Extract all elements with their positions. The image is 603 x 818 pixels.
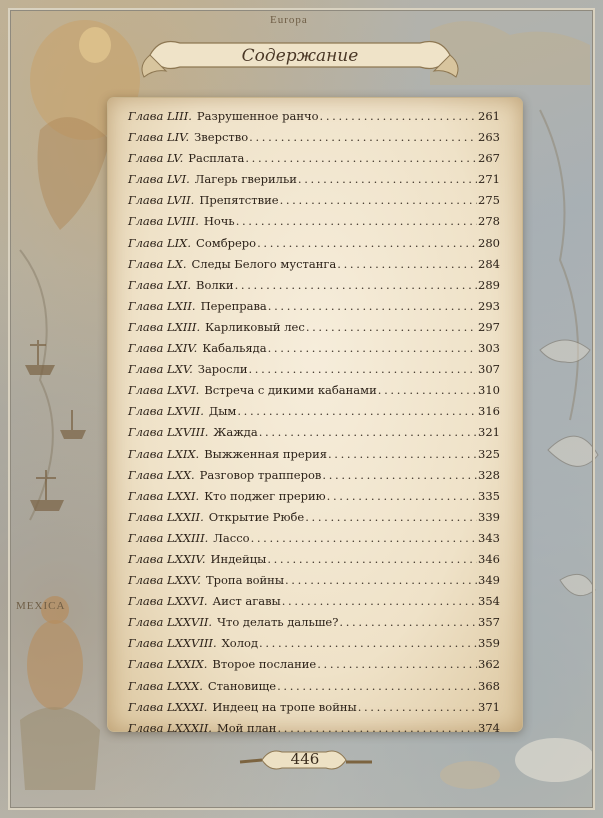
chapter-title: Кто поджег прерию [204,488,326,503]
dot-leader [280,193,477,207]
toc-entry [128,404,500,425]
toc-entry [128,278,500,299]
dot-leader [282,594,477,608]
dot-leader [317,657,477,671]
toc-entry [128,109,500,130]
chapter-number: Глава LXXVIII. [128,636,217,651]
chapter-number: Глава LIV. [128,130,190,145]
chapter-number: Глава LXXXI. [128,699,208,714]
chapter-page-number: 275 [478,193,500,208]
dot-leader [277,679,477,693]
chapter-title: Лагерь гверильи [194,172,297,187]
dot-leader [259,636,477,650]
chapter-title: Встреча с дикими кабанами [204,383,377,398]
dot-leader [320,109,478,123]
toc-entry [128,636,500,657]
page-title: Содержание [241,46,359,66]
chapter-page-number: 293 [478,298,500,313]
chapter-page-number: 359 [478,636,500,651]
chapter-number: Глава LX. [128,256,187,271]
chapter-page-number: 278 [478,214,500,229]
chapter-title: Кабальяда [202,341,267,356]
chapter-page-number: 374 [478,720,500,735]
chapter-page-number: 335 [478,488,500,503]
toc-entry [128,510,500,531]
chapter-number: Глава LXXVII. [128,615,213,630]
chapter-number: Глава LVIII. [128,214,199,229]
chapter-title: Разговор трапперов [199,467,322,482]
chapter-number: Глава LXXX. [128,678,203,693]
chapter-number: Глава LXXXII. [128,720,212,735]
dot-leader [245,151,477,165]
chapter-title: Индеец на тропе войны [212,699,357,714]
chapter-title: Аист агавы [212,594,281,609]
chapter-number: Глава LXXIV. [128,551,206,566]
chapter-number: Глава LXI. [128,277,192,292]
chapter-number: Глава LXXIX. [128,657,208,672]
table-of-contents [128,109,500,742]
chapter-number: Глава LIX. [128,235,192,250]
chapter-page-number: 267 [478,151,500,166]
chapter-number: Глава LXXVI. [128,594,208,609]
dot-leader [327,489,477,503]
toc-entry [128,552,500,573]
chapter-title: Тропа войны [205,573,284,588]
dot-leader [277,721,477,735]
map-label-europa: Europa [270,14,308,26]
chapter-title: Сомбреро [196,235,257,250]
chapter-page-number: 271 [478,172,500,187]
chapter-page-number: 328 [478,467,500,482]
chapter-number: Глава LXIV. [128,341,198,356]
toc-entry [128,447,500,468]
toc-entry [128,573,500,594]
dot-leader [236,214,477,228]
chapter-page-number: 362 [478,657,500,672]
chapter-title: Выжженная прерия [204,446,327,461]
page-number: 446 [290,750,320,768]
toc-entry [128,700,500,721]
chapter-number: Глава LXVII. [128,404,204,419]
toc-entry [128,531,500,552]
chapter-title: Разрушенное ранчо [196,109,319,123]
chapter-page-number: 325 [478,446,500,461]
toc-entry [128,257,500,278]
chapter-page-number: 349 [478,573,500,588]
dot-leader [257,236,477,250]
chapter-title: Карликовый лес [205,319,305,334]
chapter-page-number: 307 [478,362,500,377]
chapter-page-number: 284 [478,256,500,271]
page-number-scroll [255,748,355,774]
chapter-page-number: 368 [478,678,500,693]
chapter-title: Лассо [213,530,250,545]
chapter-page-number: 321 [478,425,500,440]
chapter-title: Заросли [197,362,248,377]
chapter-page-number: 354 [478,594,500,609]
toc-entry [128,130,500,151]
chapter-title: Следы Белого мустанга [191,256,337,271]
chapter-number: Глава LXVIII. [128,425,209,440]
chapter-title: Переправа [200,298,267,313]
toc-entry [128,151,500,172]
toc-entry [128,341,500,362]
chapter-page-number: 339 [478,509,500,524]
toc-entry [128,721,500,742]
chapter-page-number: 280 [478,235,500,250]
dot-leader [285,573,477,587]
dot-leader [249,362,478,376]
dot-leader [267,552,477,566]
dot-leader [298,172,477,186]
chapter-title: Зверство [194,130,249,145]
chapter-page-number: 261 [478,109,500,123]
toc-entry [128,679,500,700]
chapter-number: Глава LXVI. [128,383,200,398]
chapter-page-number: 310 [478,383,500,398]
chapter-page-number: 371 [478,699,500,714]
dot-leader [237,404,477,418]
toc-entry [128,615,500,636]
chapter-number: Глава LXIII. [128,319,201,334]
chapter-page-number: 346 [478,551,500,566]
chapter-title: Второе послание [212,657,317,672]
chapter-title: Дым [208,404,237,419]
dot-leader [358,700,477,714]
chapter-number: Глава LVI. [128,172,190,187]
chapter-number: Глава LXV. [128,362,193,377]
dot-leader [268,341,477,355]
toc-entry [128,320,500,341]
toc-entry [128,489,500,510]
chapter-title: Становище [207,678,277,693]
dot-leader [251,531,477,545]
chapter-page-number: 263 [478,130,500,145]
toc-entry [128,383,500,404]
dot-leader [378,383,477,397]
chapter-number: Глава LXII. [128,298,196,313]
chapter-number: Глава LXXIII. [128,530,209,545]
toc-entry [128,657,500,678]
chapter-page-number: 357 [478,615,500,630]
dot-leader [305,510,477,524]
dot-leader [235,278,477,292]
chapter-page-number: 297 [478,319,500,334]
title-banner [150,38,450,78]
chapter-title: Расплата [188,151,245,166]
chapter-number: Глава LIII. [128,109,192,123]
chapter-title: Жажда [213,425,258,440]
toc-entry [128,425,500,446]
dot-leader [259,425,477,439]
toc-entry [128,299,500,320]
chapter-page-number: 303 [478,341,500,356]
chapter-title: Волки [196,277,234,292]
chapter-title: Ночь [203,214,235,229]
dot-leader [322,468,477,482]
chapter-number: Глава LV. [128,151,184,166]
chapter-number: Глава LXXI. [128,488,200,503]
toc-entry [128,172,500,193]
dot-leader [306,320,477,334]
chapter-title: Препятствие [199,193,279,208]
dot-leader [249,130,477,144]
chapter-number: Глава LXXII. [128,509,204,524]
toc-entry [128,594,500,615]
chapter-number: Глава LVII. [128,193,195,208]
toc-entry [128,193,500,214]
chapter-page-number: 289 [478,277,500,292]
map-label-mexica: MEXICA [16,600,66,612]
chapter-number: Глава LXIX. [128,446,200,461]
toc-entry [128,362,500,383]
chapter-number: Глава LXX. [128,467,195,482]
toc-entry [128,236,500,257]
dot-leader [328,447,477,461]
dot-leader [339,615,477,629]
toc-entry [128,468,500,489]
chapter-title: Индейцы [210,551,267,566]
chapter-page-number: 343 [478,530,500,545]
chapter-title: Что делать дальше? [217,615,339,630]
chapter-title: Мой план [216,720,277,735]
chapter-page-number: 316 [478,404,500,419]
chapter-title: Холод [221,636,259,651]
toc-entry [128,214,500,235]
chapter-number: Глава LXXV. [128,573,201,588]
dot-leader [268,299,477,313]
dot-leader [337,257,477,271]
chapter-title: Открытие Рюбе [208,509,305,524]
